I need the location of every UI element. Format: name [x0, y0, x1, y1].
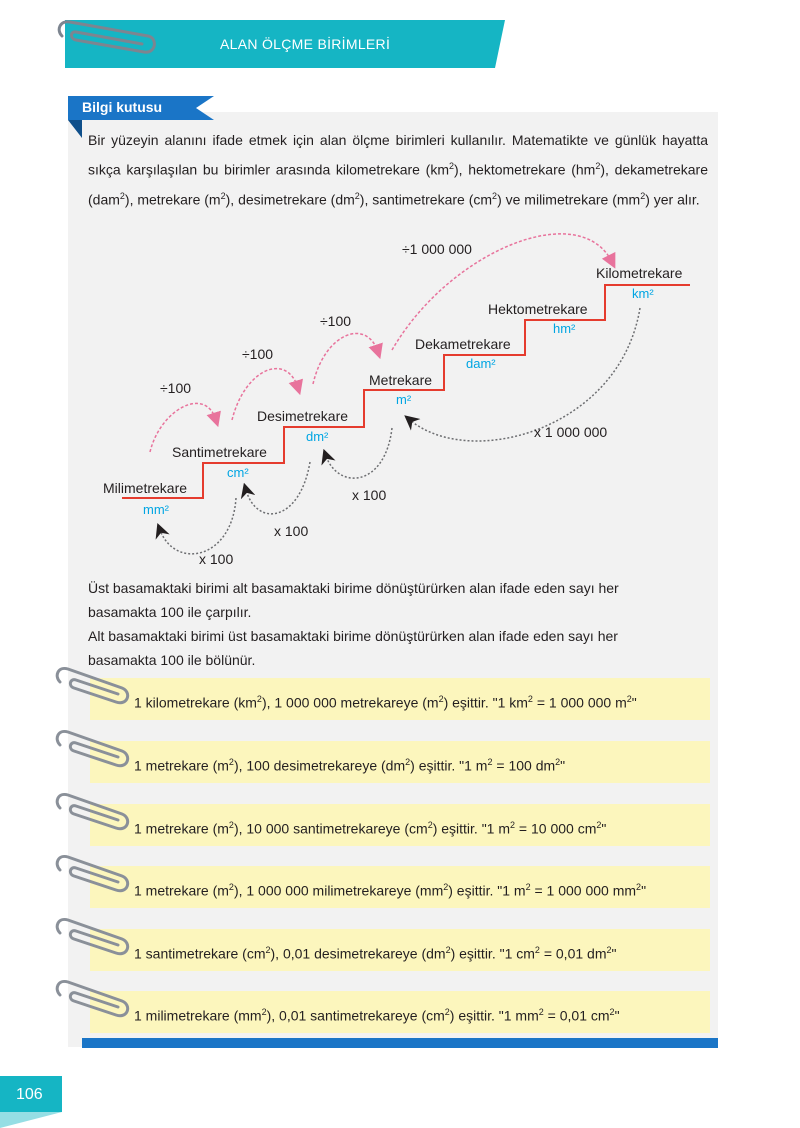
conversion-rules [88, 576, 708, 672]
fact-strip [90, 741, 710, 783]
paperclip-icon [52, 915, 132, 961]
unit-staircase-diagram [70, 225, 710, 575]
multiply-label: x 100 [274, 523, 309, 539]
fact-text: 1 metrekare $(m^2)$, 10 000 santimetrekareye $(cm^2)$ eşittir. "1 $m^2 = 10$ 000 $cm^2$" [134, 820, 607, 837]
divide-label: ÷100 [242, 346, 274, 362]
paperclip-icon [52, 790, 132, 836]
fact-text: 1 kilometrekare $(km^2)$, 1 000 000 metrekareye $(m^2)$ eşittir. "1 $km^2 = 1$ 000 000 $m^2$" [134, 694, 637, 711]
divide-label: ÷100 [320, 313, 352, 329]
paperclip-icon [52, 977, 132, 1023]
paperclip-icon [52, 727, 132, 773]
multiply-arrow [246, 462, 310, 514]
step-label-m: Metrekare [369, 372, 433, 388]
step-unit-mm: mm² [143, 502, 169, 517]
fact-strip [90, 991, 710, 1033]
fact-strip [90, 929, 710, 971]
fact-strip [90, 804, 710, 846]
step-label-dam: Dekametrekare [415, 336, 511, 352]
fact-text: 1 santimetrekare $(cm^2)$, 0,01 desimetrekareye $(dm^2)$ eşittir. "1 $cm^2 = 0,01$ $dm^2$" [134, 945, 617, 962]
multiply-label: x 100 [199, 551, 234, 567]
step-unit-cm: cm² [227, 465, 249, 480]
multiply-arrow [160, 498, 236, 554]
step-label-hm: Hektometrekare [488, 301, 588, 317]
paperclip-icon [52, 14, 162, 64]
rule-line: basamakta 100 ile bölünür. [88, 652, 256, 668]
fact-text: 1 metrekare $(m^2)$, 100 desimetrekareye $(dm^2)$ eşittir. "1 $m^2 = 100$ $dm^2$" [134, 757, 566, 774]
panel-bottom-bar [82, 1038, 718, 1048]
paperclip-icon [52, 664, 132, 710]
page-title: ALAN ÖLÇME BİRİMLERİ [220, 36, 391, 52]
multiply-arrow [326, 428, 392, 478]
divide-label: ÷1 000 000 [402, 241, 472, 257]
multiply-label: x 1 000 000 [534, 424, 608, 440]
fact-text: 1 milimetrekare $(mm^2)$, 0,01 santimetrekareye $(cm^2)$ eşittir. "1 $mm^2 = 0,01$ $cm^2$" [134, 1007, 620, 1024]
step-unit-m: m² [396, 392, 412, 407]
rule-line: Alt basamaktaki birimi üst basamaktaki birime dönüştürürken alan ifade eden sayı her [88, 628, 618, 644]
step-unit-hm: hm² [553, 321, 576, 336]
fact-strip [90, 866, 710, 908]
page-number: 106 [16, 1086, 43, 1103]
info-box-label: Bilgi kutusu [82, 99, 163, 115]
step-label-dm: Desimetrekare [257, 408, 349, 424]
step-label-km: Kilometrekare [596, 265, 683, 281]
step-label-mm: Milimetrekare [103, 480, 188, 496]
paperclip-icon [52, 852, 132, 898]
intro-paragraph: Bir yüzeyin alanını ifade etmek için alan ölçme birimleri kullanılır. Matematikte ve günlük hayatta sıkça karşılaşılan bu birimler arasında kilometrekare $(km^2)$, hektometrekare $(hm^2)$, dekametrekare (dam$^2$), metrekare $(m^2)$, desimetrekare $(dm^2)$, santimetrekare $(cm^2)$ ve milimetrekare $(mm^2)$ yer alır. [88, 132, 708, 208]
step-unit-dm: dm² [306, 429, 329, 444]
rule-line: Üst basamaktaki birimi alt basamaktaki birime dönüştürürken alan ifade eden sayı her [88, 580, 619, 596]
step-unit-km: km² [632, 286, 654, 301]
divide-label: ÷100 [160, 380, 192, 396]
step-unit-dam: dam² [466, 356, 496, 371]
fact-strip [90, 678, 710, 720]
fact-text: 1 metrekare $(m^2)$, 1 000 000 milimetrekareye $(mm^2)$ eşittir. "1 $m^2 = 1$ 000 000 $mm^2$" [134, 882, 647, 899]
multiply-label: x 100 [352, 487, 387, 503]
step-label-cm: Santimetrekare [172, 444, 267, 460]
rule-line: basamakta 100 ile çarpılır. [88, 604, 252, 620]
